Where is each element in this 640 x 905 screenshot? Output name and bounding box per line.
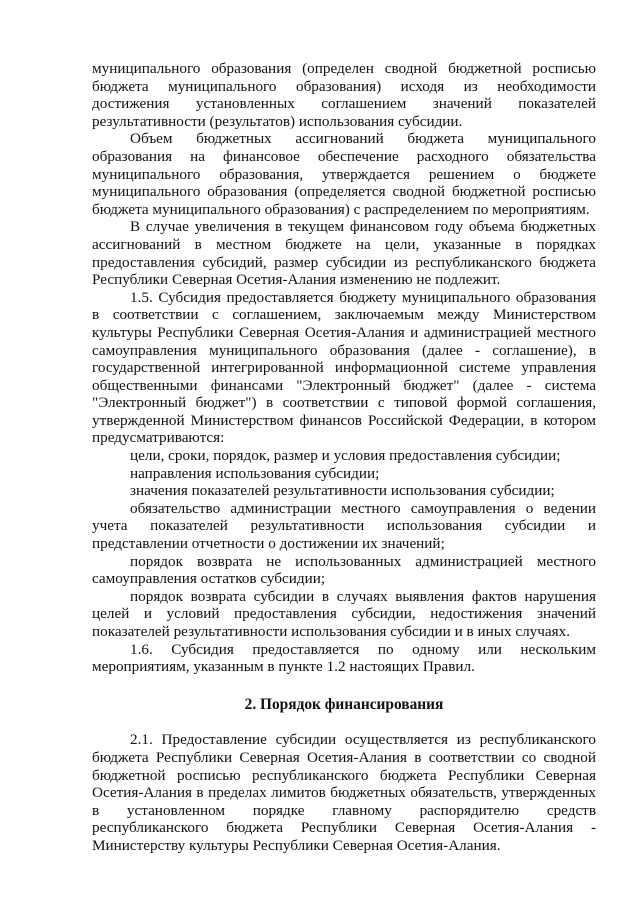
list-item-performance-values: значения показателей результативности использования субсидии; — [130, 482, 555, 500]
paragraph-continuation: муниципального образования (определен сводной бюджетной росписью бюджета муниципального образования) исходя из необходимости достижения установленных соглашением значений показателей результативности (результатов) использования субсидии. — [92, 60, 596, 130]
paragraph-clause-2-1: 2.1. Предоставление субсидии осуществляется из республиканского бюджета Республики Северная Осетия-Алания в соответствии со сводной бюджетной росписью республиканского бюджета Республики Северная Осетия-Алания в пределах лимитов бюджетных обязательств, утвержденных в установленном порядке главному распорядителю средств республиканского бюджета Республики Северная Осетия-Алания - Министерству культуры Республики Северная Осетия-Алания. — [92, 731, 596, 854]
list-item-violation-return: порядок возврата субсидии в случаях выявления фактов нарушения целей и условий предоставления субсидии, недостижения значений показателей результативности использования субсидии и в иных случаях. — [92, 587, 596, 640]
paragraph-clause-1-6: 1.6. Субсидия предоставляется по одному или нескольким мероприятиям, указанным в пункте 1.2 настоящих Правил. — [92, 640, 596, 676]
paragraph-budget-allocations: Объем бюджетных ассигнований бюджета муниципального образования на финансовое обеспечение расходного обязательства муниципального образования, утверждается решением о бюджете муниципального образования (определяется сводной бюджетной росписью бюджета муниципального образования) с распределением по мероприятиям. — [92, 130, 596, 218]
list-item-unused-return: порядок возврата не использованных администрацией местного самоуправления остатков субсидии; — [92, 552, 596, 588]
list-item-goals-terms: цели, сроки, порядок, размер и условия предоставления субсидии; — [130, 447, 561, 465]
list-item-reporting-obligation: обязательство администрации местного самоуправления о ведении учета показателей результативности использования субсидии и представлении отчетности о достижении их значений; — [92, 499, 596, 553]
paragraph-clause-1-5: 1.5. Субсидия предоставляется бюджету муниципального образования в соответствии с соглашением, заключаемым между Министерством культуры Республики Северная Осетия-Алания и администрацией местного самоуправления муниципального образования (далее - соглашение), в государственной интегрированной информационной системе управления общественными финансами "Электронный бюджет" (далее - система "Электронный бюджет") в соответствии с типовой формой соглашения, утвержденной Министерством финансов Российской Федерации, в котором предусматриваются: — [92, 288, 596, 447]
section-heading: 2. Порядок финансирования — [244, 695, 444, 713]
paragraph-budget-increase: В случае увеличения в текущем финансовом году объема бюджетных ассигнований в местном бюджете на цели, указанные в порядках предоставления субсидий, размер субсидии из республиканского бюджета Республики Северная Осетия-Алания изменению не подлежит. — [92, 218, 596, 289]
list-item-usage-directions: направления использования субсидии; — [130, 464, 380, 482]
document-page — [92, 60, 596, 855]
